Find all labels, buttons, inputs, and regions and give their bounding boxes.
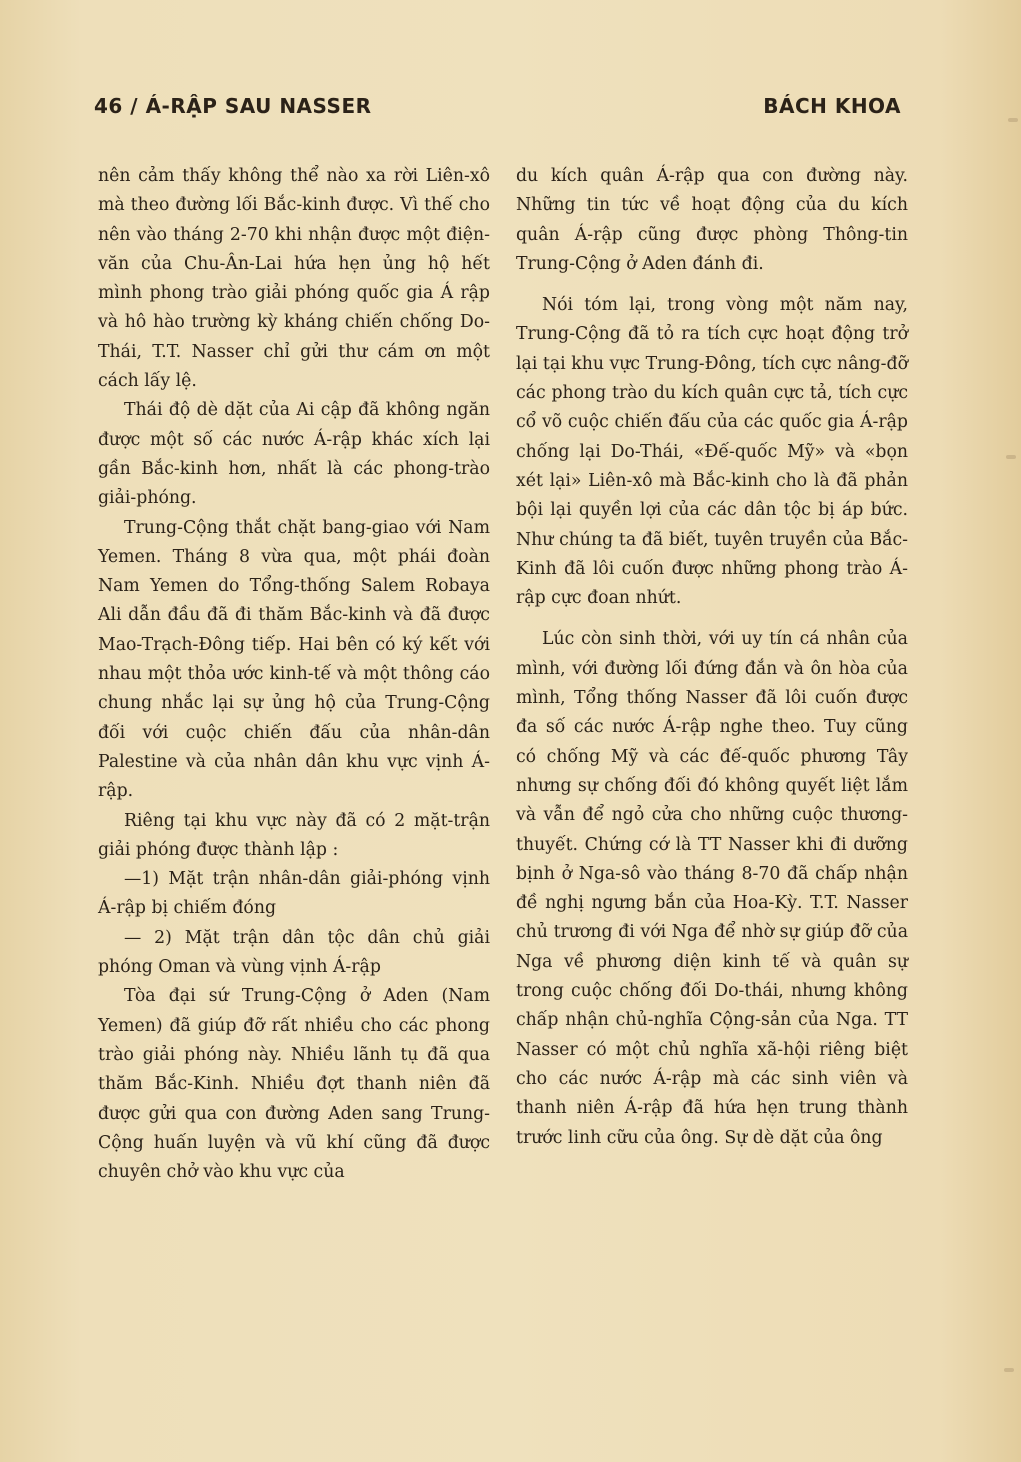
left-column [98, 162, 490, 1187]
page-edge-mark [1004, 1368, 1014, 1372]
paragraph: Nói tóm lại, trong vòng một năm nay, Trung-Cộng đã tỏ ra tích cực hoạt động trở lại tại khu vực Trung-Đông, tích cực nâng-đỡ các phong trào du kích quân cực tả, tích cực cổ võ cuộc chiến đấu của các quốc gia Á-rập chống lại Do-Thái, «Đế-quốc Mỹ» và «bọn xét lại» Liên-xô mà Bắc-kinh cho là đã phản bội lại quyền lợi của các dân tộc bị áp bức. Như chúng ta đã biết, tuyên truyền của Bắc-Kinh đã lôi cuốn được những phong trào Á-rập cực đoan nhứt. [516, 295, 908, 609]
paragraph: Tòa đại sứ Trung-Cộng ở Aden (Nam Yemen) đã giúp đỡ rất nhiều cho các phong trào giải phóng này. Nhiều lãnh tụ đã qua thăm Bắc-Kinh. Nhiều đợt thanh niên đã được gửi qua con đường Aden sang Trung-Cộng huấn luyện và vũ khí cũng đã được chuyên chở vào khu vực của [98, 986, 490, 1183]
paragraph: nên cảm thấy không thể nào xa rời Liên-xô mà theo đường lối Bắc-kinh được. Vì thế cho nên vào tháng 2-70 khi nhận được một điện-văn của Chu-Ân-Lai hứa hẹn ủng hộ hết mình phong trào giải phóng quốc gia Á rập và hô hào trường kỳ kháng chiến chống Do-Thái, T.T. Nasser chỉ gửi thư cám ơn một cách lấy lệ. [98, 166, 490, 392]
paragraph: Riêng tại khu vực này đã có 2 mặt-trận giải phóng được thành lập : [98, 810, 490, 860]
list-item: —1) Mặt trận nhân-dân giải-phóng vịnh Á-rập bị chiếm đóng [98, 869, 490, 919]
page-number-and-title: 46 / Á-RẬP SAU NASSER [94, 94, 372, 118]
paragraph: du kích quân Á-rập qua con đường này. Những tin tức về hoạt động của du kích quân Á-rập cũng được phòng Thông-tin Trung-Cộng ở Aden đánh đi. [516, 166, 908, 274]
paragraph: Lúc còn sinh thời, với uy tín cá nhân của mình, với đường lối đứng đắn và ôn hòa của mình, Tổng thống Nasser đã lôi cuốn được đa số các nước Á-rập nghe theo. Tuy cũng có chống Mỹ và các đế-quốc phương Tây nhưng sự chống đối đó không quyết liệt lắm và vẫn để ngỏ cửa cho những cuộc thương-thuyết. Chứng cớ là TT Nasser khi đi dưỡng bịnh ở Nga-sô vào tháng 8-70 đã chấp nhận đề nghị ngưng bắn của Hoa-Kỳ. T.T. Nasser chủ trương đi với Nga để nhờ sự giúp đỡ của Nga về phương diện kinh tế và quân sự trong cuộc chống đối Do-thái, nhưng không chấp nhận chủ-nghĩa Cộng-sản của Nga. TT Nasser có một chủ nghĩa xã-hội riêng biệt cho các nước Á-rập mà các sinh viên và thanh niên Á-rập đã hứa hẹn trung thành trước linh cữu của ông. Sự dè dặt của ông [516, 629, 908, 1148]
paragraph: Trung-Cộng thắt chặt bang-giao với Nam Yemen. Tháng 8 vừa qua, một phái đoàn Nam Yemen do Tổng-thống Salem Robaya Ali dẫn đầu đã đi thăm Bắc-kinh và đã được Mao-Trạch-Đông tiếp. Hai bên có ký kết với nhau một thỏa ước kinh-tế và một thông cáo chung nhắc lại sự ủng hộ của Trung-Cộng đối với cuộc chiến đấu của nhân-dân Palestine và của nhân dân khu vực vịnh Á-rập. [98, 517, 490, 802]
page-edge-mark [1006, 455, 1016, 459]
page-edge-mark [1008, 118, 1018, 122]
list-item: — 2) Mặt trận dân tộc dân chủ giải phóng Oman và vùng vịnh Á-rập [98, 927, 490, 978]
magazine-name: BÁCH KHOA [763, 94, 901, 118]
right-column [516, 162, 908, 1153]
paragraph: Thái độ dè dặt của Ai cập đã không ngăn được một số các nước Á-rập khác xích lại gần Bắc-kinh hơn, nhất là các phong-trào giải-phóng. [98, 400, 490, 509]
running-header [94, 94, 901, 124]
